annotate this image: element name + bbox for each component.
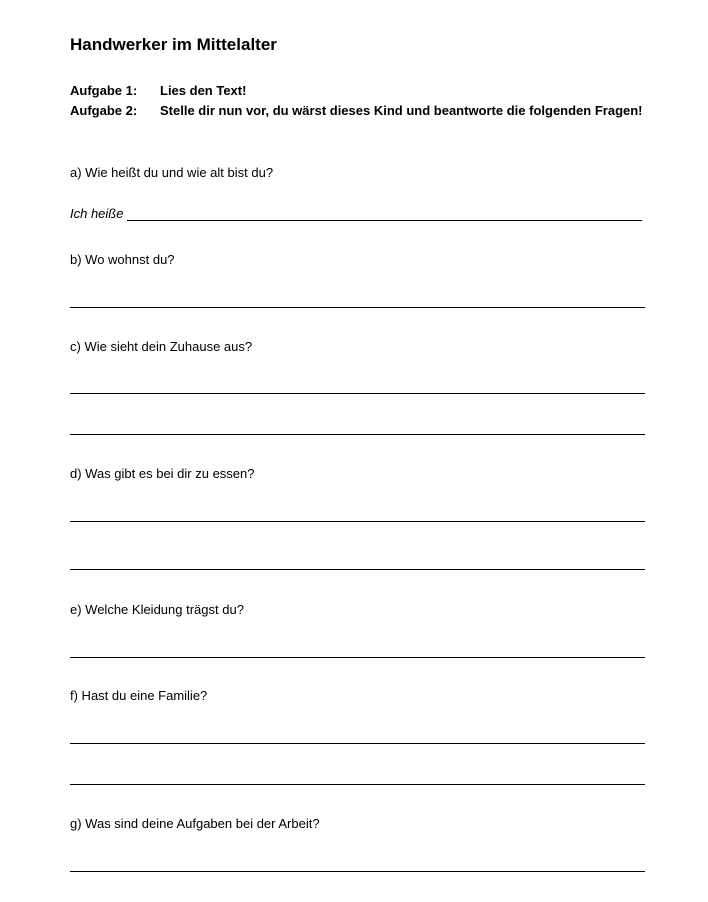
- answer-line-d-2[interactable]: [70, 569, 645, 570]
- answer-line-g-1[interactable]: [70, 871, 645, 872]
- answer-line-f-1[interactable]: [70, 743, 645, 744]
- answer-starter-a: Ich heiße: [70, 206, 124, 221]
- question-a: a) Wie heißt du und wie alt bist du?: [70, 165, 274, 180]
- question-e: e) Welche Kleidung trägst du?: [70, 602, 244, 617]
- worksheet-title: Handwerker im Mittelalter: [70, 35, 277, 54]
- task-2-label: Aufgabe 2:: [70, 103, 138, 118]
- answer-line-f-2[interactable]: [70, 784, 645, 785]
- task-1-text: Lies den Text!: [160, 83, 247, 98]
- answer-line-d-1[interactable]: [70, 521, 645, 522]
- task-2-text: Stelle dir nun vor, du wärst dieses Kind und beantworte die folgenden Fragen!: [160, 103, 643, 118]
- question-f: f) Hast du eine Familie?: [70, 688, 208, 703]
- answer-line-b-1[interactable]: [70, 307, 645, 308]
- task-1-label: Aufgabe 1:: [70, 83, 138, 98]
- question-c: c) Wie sieht dein Zuhause aus?: [70, 339, 253, 354]
- question-d: d) Was gibt es bei dir zu essen?: [70, 466, 255, 481]
- answer-line-a[interactable]: [127, 220, 642, 221]
- question-b: b) Wo wohnst du?: [70, 252, 175, 267]
- question-g: g) Was sind deine Aufgaben bei der Arbeit?: [70, 816, 320, 831]
- answer-line-c-1[interactable]: [70, 393, 645, 394]
- answer-line-e-1[interactable]: [70, 657, 645, 658]
- answer-line-c-2[interactable]: [70, 434, 645, 435]
